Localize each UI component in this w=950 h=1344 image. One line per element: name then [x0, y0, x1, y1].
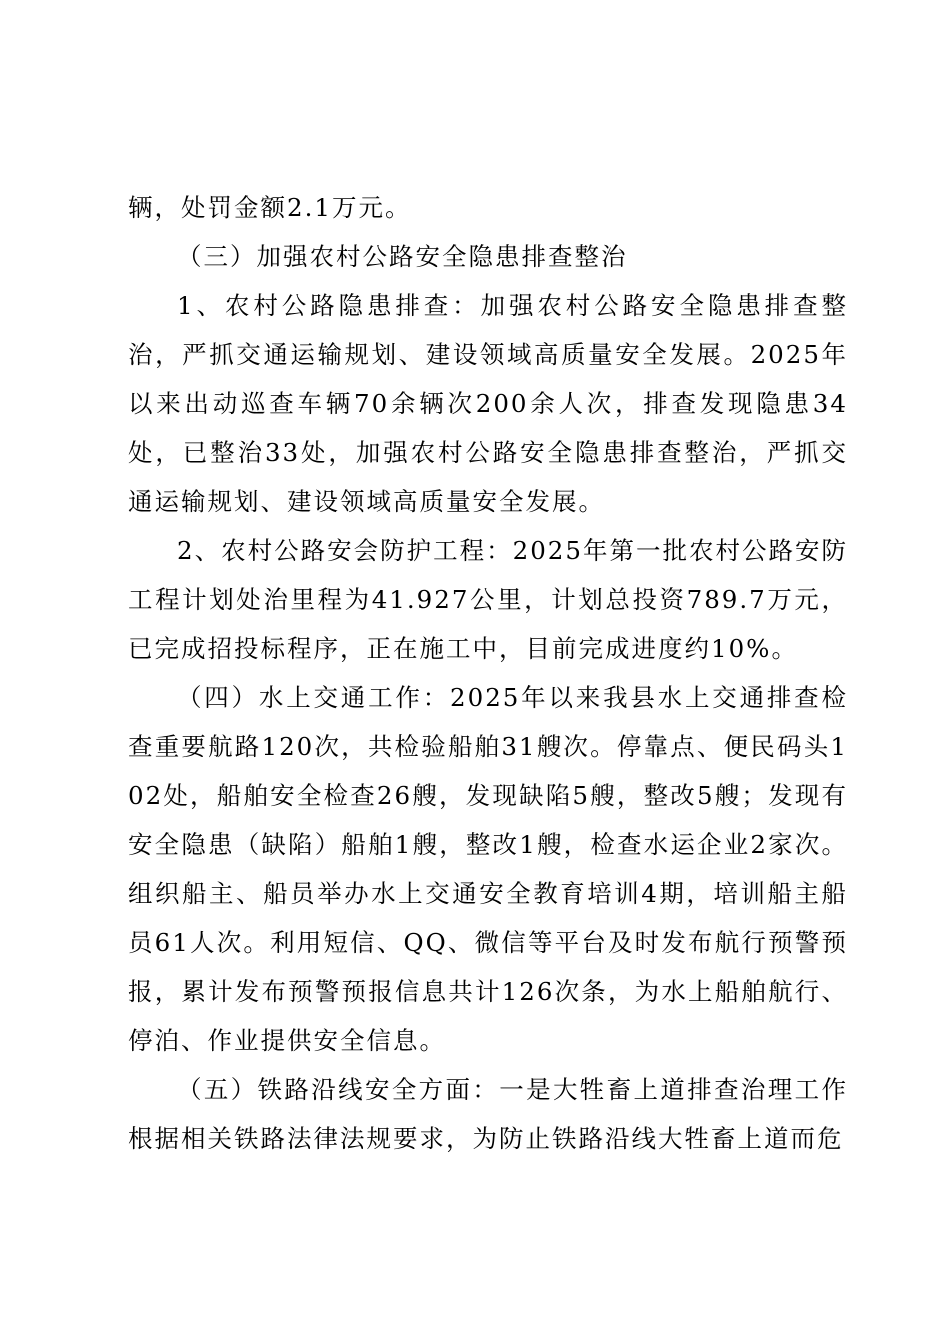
paragraph-rural-road-hazard-inspection: 1、农村公路隐患排查：加强农村公路安全隐患排查整治，严抓交通运输规划、建设领域高质量安全发展。2025年以来出动巡查车辆70余辆次200余人次，排查发现隐患34处，已整治33处，加强农村公路安全隐患排查整治，严抓交通运输规划、建设领域高质量安全发展。: [128, 291, 848, 516]
paragraph-water-traffic-work: （四）水上交通工作：2025年以来我县水上交通排查检查重要航路120次，共检验船舶31艘次。停靠点、便民码头102处，船舶安全检查26艘，发现缺陷5艘，整改5艘；发现有安全隐患（缺陷）船舶1艘，整改1艘，检查水运企业2家次。组织船主、船员举办水上交通安全教育培训4期，培训船主船员61人次。利用短信、QQ、微信等平台及时发布航行预警预报，累计发布预警预报信息共计126次条，为水上船舶航行、停泊、作业提供安全信息。: [128, 683, 848, 1055]
paragraph-railway-safety: （五）铁路沿线安全方面：一是大牲畜上道排查治理工作根据相关铁路法律法规要求，为防止铁路沿线大牲畜上道而危: [128, 1075, 848, 1153]
document-page: [128, 183, 848, 1163]
section-heading-3: （三）加强农村公路安全隐患排查整治: [177, 242, 628, 271]
paragraph-rural-road-safety-project: 2、农村公路安会防护工程：2025年第一批农村公路安防工程计划处治里程为41.927公里，计划总投资789.7万元，已完成招投标程序，正在施工中，目前完成进度约10%。: [128, 536, 848, 663]
paragraph-continuation: 辆，处罚金额2.1万元。: [128, 193, 412, 222]
